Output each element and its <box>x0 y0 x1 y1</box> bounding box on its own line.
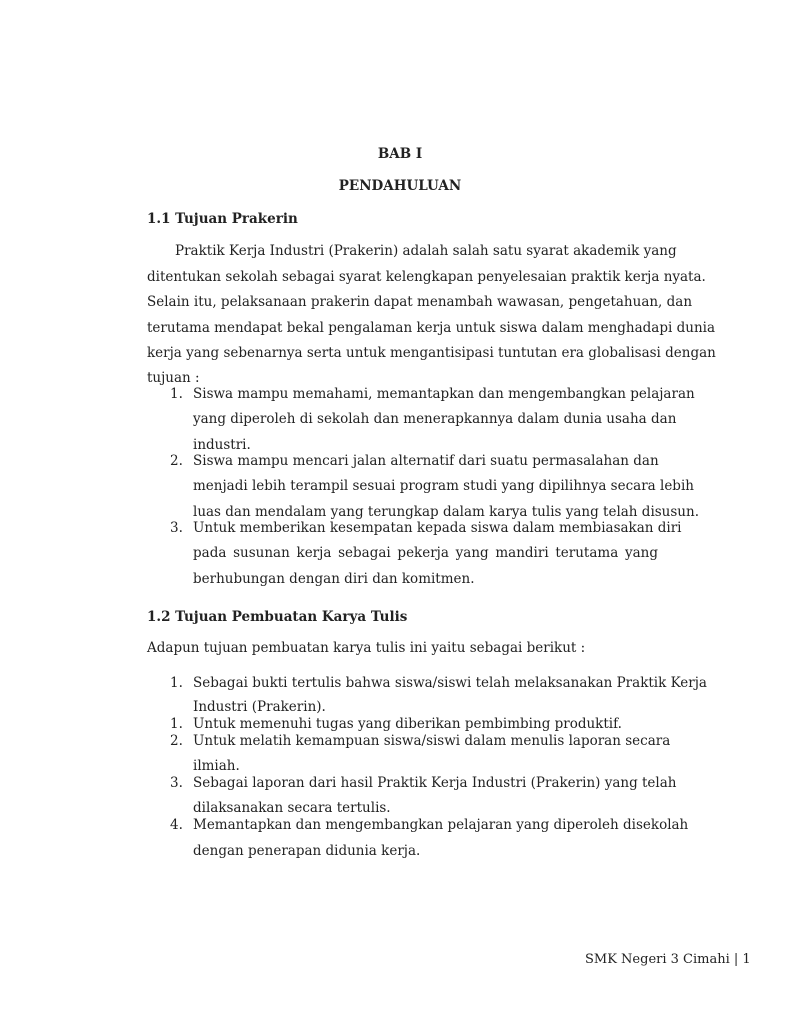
list-item-line: Untuk memenuhi tugas yang diberikan pembimbing produktif. <box>193 716 622 732</box>
paragraph-line: ditentukan sekolah sebagai syarat kelengkapan penyelesaian praktik kerja nyata. <box>147 269 706 285</box>
list-number: 2. <box>170 453 183 469</box>
list-item-line: pada susunan kerja sebagai pekerja yang mandiri terutama yang <box>193 545 658 561</box>
list-item-line: Siswa mampu memahami, memantapkan dan mengembangkan pelajaran <box>193 386 695 402</box>
list-number: 3. <box>170 775 183 791</box>
list-number: 1. <box>170 386 183 402</box>
section-heading-1-1: 1.1 Tujuan Prakerin <box>147 211 298 227</box>
list-item-line: Untuk memberikan kesempatan kepada siswa dalam membiasakan diri <box>193 520 682 536</box>
list-number: 2. <box>170 733 183 749</box>
list-number: 1. <box>170 716 183 732</box>
paragraph-line: tujuan : <box>147 370 200 386</box>
chapter-title: PENDAHULUAN <box>338 178 462 194</box>
list-item-line: Siswa mampu mencari jalan alternatif dari suatu permasalahan dan <box>193 453 659 469</box>
list-item-line: Sebagai laporan dari hasil Praktik Kerja Industri (Prakerin) yang telah <box>193 775 677 791</box>
paragraph-line: kerja yang sebenarnya serta untuk mengantisipasi tuntutan era globalisasi dengan <box>147 345 716 361</box>
list-item-line: ilmiah. <box>193 758 240 774</box>
list-item-line: Sebagai bukti tertulis bahwa siswa/siswi telah melaksanakan Praktik Kerja <box>193 675 707 691</box>
list-item-line: Industri (Prakerin). <box>193 699 326 715</box>
list-item-line: luas dan mendalam yang terungkap dalam karya tulis yang telah disusun. <box>193 504 699 520</box>
page-footer: SMK Negeri 3 Cimahi | 1 <box>585 952 751 967</box>
list-number: 1. <box>170 675 183 691</box>
list-number: 3. <box>170 520 183 536</box>
list-item-line: berhubungan dengan diri dan komitmen. <box>193 571 475 587</box>
paragraph-line: Selain itu, pelaksanaan prakerin dapat menambah wawasan, pengetahuan, dan <box>147 294 693 310</box>
list-item-line: industri. <box>193 437 251 453</box>
list-item-line: yang diperoleh di sekolah dan menerapkannya dalam dunia usaha dan <box>193 411 677 427</box>
paragraph-line: Praktik Kerja Industri (Prakerin) adalah salah satu syarat akademik yang <box>175 243 677 259</box>
list-item-line: Untuk melatih kemampuan siswa/siswi dalam menulis laporan secara <box>193 733 671 749</box>
section-intro: Adapun tujuan pembuatan karya tulis ini yaitu sebagai berikut : <box>147 640 586 656</box>
paragraph-line: terutama mendapat bekal pengalaman kerja untuk siswa dalam menghadapi dunia <box>147 320 716 336</box>
list-item-line: dilaksanakan secara tertulis. <box>193 800 391 816</box>
list-number: 4. <box>170 817 183 833</box>
list-item-line: menjadi lebih terampil sesuai program studi yang dipilihnya secara lebih <box>193 478 694 494</box>
list-item-line: Memantapkan dan mengembangkan pelajaran yang diperoleh disekolah <box>193 817 689 833</box>
chapter-number: BAB I <box>377 146 423 162</box>
list-item-line: dengan penerapan didunia kerja. <box>193 843 421 859</box>
section-heading-1-2: 1.2 Tujuan Pembuatan Karya Tulis <box>147 609 408 625</box>
